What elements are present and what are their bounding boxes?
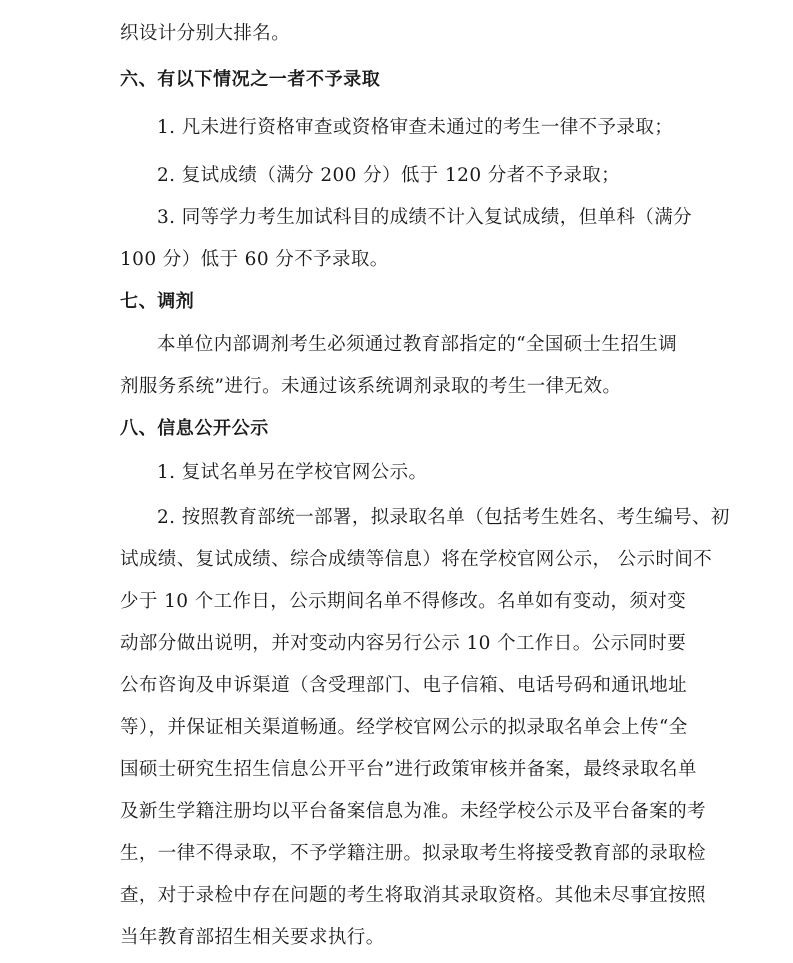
section-7-para-line-1: 本单位内部调剂考生必须通过教育部指定的“全国硕士生招生调 bbox=[157, 334, 678, 355]
section-8-item-2-line-10: 查，对于录检中存在问题的考生将取消其录取资格。其他未尽事宜按照 bbox=[120, 885, 706, 906]
section-8-item-2-line-3: 少于 10 个工作日，公示期间名单不得修改。名单如有变动，须对变 bbox=[120, 591, 687, 612]
section-8-item-2-line-8: 及新生学籍注册均以平台备案信息为准。未经学校公示及平台备案的考 bbox=[120, 801, 706, 822]
section-6-item-3-line-2: 100 分）低于 60 分不予录取。 bbox=[120, 249, 389, 270]
section-8-item-2-line-6: 等），并保证相关渠道畅通。经学校官网公示的拟录取名单会上传“全 bbox=[120, 717, 688, 738]
section-8-item-2-line-11: 当年教育部招生相关要求执行。 bbox=[120, 927, 385, 948]
section-6-item-2: 2. 复试成绩（满分 200 分）低于 120 分者不予录取； bbox=[157, 165, 621, 186]
section-6-heading: 六、有以下情况之一者不予录取 bbox=[120, 69, 381, 90]
section-8-heading: 八、信息公开公示 bbox=[120, 418, 269, 439]
section-8-item-2-line-2: 试成绩、复试成绩、综合成绩等信息）将在学校官网公示， 公示时间不 bbox=[120, 549, 713, 570]
section-8-item-2-line-1: 2. 按照教育部统一部署，拟录取名单（包括考生姓名、考生编号、初 bbox=[157, 507, 730, 528]
section-7-heading: 七、调剂 bbox=[120, 291, 195, 312]
section-6-item-1: 1. 凡未进行资格审查或资格审查未通过的考生一律不予录取； bbox=[157, 117, 674, 138]
section-6-item-3-line-1: 3. 同等学力考生加试科目的成绩不计入复试成绩，但单科（满分 bbox=[157, 207, 693, 228]
section-8-item-2-line-7: 国硕士研究生招生信息公开平台”进行政策审核并备案，最终录取名单 bbox=[120, 759, 697, 780]
section-8-item-2-line-9: 生，一律不得录取，不予学籍注册。拟录取考生将接受教育部的录取检 bbox=[120, 843, 706, 864]
section-8-item-2-line-4: 动部分做出说明，并对变动内容另行公示 10 个工作日。公示同时要 bbox=[120, 633, 687, 654]
top-continuation-text: 织设计分别大排名。 bbox=[120, 23, 291, 44]
section-8-item-1: 1. 复试名单另在学校官网公示。 bbox=[157, 462, 428, 483]
section-8-item-2-line-5: 公布咨询及申诉渠道（含受理部门、电子信箱、电话号码和通讯地址 bbox=[120, 675, 688, 696]
section-7-para-line-2: 剂服务系统”进行。未通过该系统调剂录取的考生一律无效。 bbox=[120, 376, 622, 397]
